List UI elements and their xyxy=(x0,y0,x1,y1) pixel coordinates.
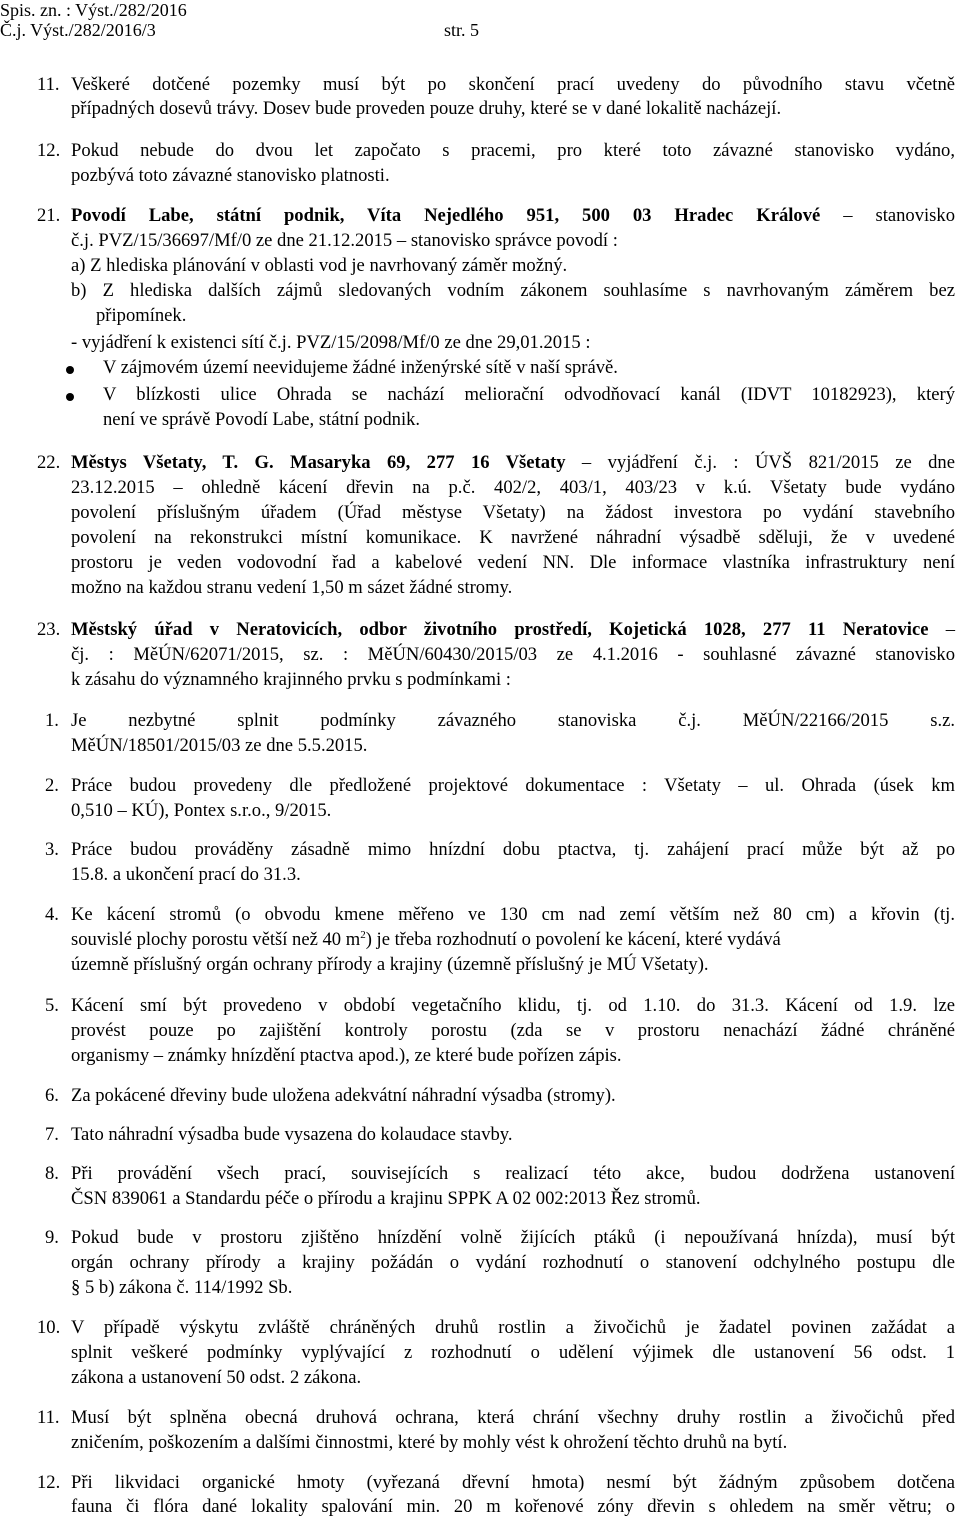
item-number: 22. xyxy=(37,452,61,473)
item-21-statement: - vyjádření k existenci sítí č.j. PVZ/15/2098/Mf/0 ze dne 29,01.2015 : xyxy=(71,332,591,353)
authority-name: Městys Všetaty, T. G. Masaryka 69, 277 16 Všetaty xyxy=(71,452,566,473)
bullet-icon xyxy=(66,393,74,401)
bullet-icon xyxy=(66,366,74,374)
condition-9-line-1: Pokud bude v prostoru zjištěno hnízdění volně žijících ptáků (i nepoužívaná hnízda), musí být xyxy=(71,1227,955,1248)
condition-9-line-2: orgán ochrany přírody a krajiny požádán o vydání rozhodnutí o stanovení odchylného postupu dle xyxy=(71,1252,955,1273)
condition-6-line-1: Za pokácené dřeviny bude uložena adekvátní náhradní výsadba (stromy). xyxy=(71,1085,616,1106)
condition-2-line-2: 0,510 – KÚ), Pontex s.r.o., 9/2015. xyxy=(71,800,332,821)
item-12-line-1: Pokud nebude do dvou let započato s pracemi, pro které toto závazné stanovisko vydáno, xyxy=(71,140,955,161)
condition-10-line-2: splnit veškeré podmínky vyplývající z rozhodnutí o udělení výjimek dle ustanovení 56 odst. 1 xyxy=(71,1342,955,1363)
condition-9-line-3: § 5 b) zákona č. 114/1992 Sb. xyxy=(71,1277,293,1298)
condition-1-line-1: Je nezbytné splnit podmínky závazného stanoviska č.j. MěÚN/22166/2015 s.z. xyxy=(71,710,955,731)
item-22-line-1: Městys Všetaty, T. G. Masaryka 69, 277 16 Všetaty – vyjádření č.j. : ÚVŠ 821/2015 ze dne xyxy=(71,452,955,473)
authority-name: Městský úřad v Neratovicích, odbor životního prostředí, Kojetická 1028, 277 11 Neratovice xyxy=(71,619,929,640)
condition-number: 2. xyxy=(45,775,59,796)
condition-number: 8. xyxy=(45,1163,59,1184)
condition-3-line-1: Práce budou prováděny zásadně mimo hnízdní dobu ptactva, tj. zahájení prací může být až po xyxy=(71,839,955,860)
item-12-line-2: pozbývá toto závazné stanovisko platnosti. xyxy=(71,165,390,186)
item-21-point-a: a) Z hlediska plánování v oblasti vod je navrhovaný záměr možný. xyxy=(71,255,568,276)
authority-name: Povodí Labe, státní podnik, Víta Nejedlého 951, 500 03 Hradec Králové xyxy=(71,205,821,226)
condition-10-line-3: zákona a ustanovení 50 odst. 2 zákona. xyxy=(71,1367,362,1388)
item-22-line-6: možno na každou stranu vedení 1,50 m sázet žádné stromy. xyxy=(71,577,513,598)
condition-number: 6. xyxy=(45,1085,59,1106)
condition-2-line-1: Práce budou provedeny dle předložené projektové dokumentace : Všetaty – ul. Ohrada (úsek km xyxy=(71,775,955,796)
condition-number: 1. xyxy=(45,710,59,731)
item-number: 23. xyxy=(37,619,61,640)
page-number: str. 5 xyxy=(444,20,480,40)
condition-1-line-2: MěÚN/18501/2015/03 ze dne 5.5.2015. xyxy=(71,735,368,756)
item-22-line-2: 23.12.2015 – ohledně kácení dřevin na p.č. 402/2, 403/1, 403/23 v k.ú. Všetaty bude vydáno xyxy=(71,477,955,498)
item-22-line-4: povolení na rekonstrukci místní komunikace. K navržené náhradní výsadbě sděluji, že v uvedené xyxy=(71,527,955,548)
condition-7-line-1: Tato náhradní výsadba bude vysazena do kolaudace stavby. xyxy=(71,1124,513,1145)
condition-number: 12. xyxy=(37,1472,61,1493)
item-11-line-1: Veškeré dotčené pozemky musí být po skončení prací uvedeny do původního stavu včetně xyxy=(71,74,955,95)
condition-5-line-3: organismy – známky hnízdění ptactva apod.), ze které bude pořízen zápis. xyxy=(71,1045,622,1066)
condition-5-line-2: provést pouze po zajištění kontroly porostu (zda se v prostoru nenachází žádné chráněné xyxy=(71,1020,955,1041)
condition-number: 10. xyxy=(37,1317,61,1338)
condition-5-line-1: Kácení smí být provedeno v období vegetačního klidu, tj. od 1.10. do 31.3. Kácení od 1.9. lze xyxy=(71,995,955,1016)
condition-12-line-1: Při likvidaci organické hmoty (vyřezaná dřevní hmota) nesmí být žádným způsobem dotčena xyxy=(71,1472,955,1493)
item-11-line-2: případných dosevů trávy. Dosev bude proveden pouze druhy, které se v dané lokalitě nacházejí. xyxy=(71,98,782,119)
item-23-line-2: čj. : MěÚN/62071/2015, sz. : MěÚN/60430/2015/03 ze 4.1.2016 - souhlasné závazné stanovisko xyxy=(71,644,955,665)
condition-4-line-3: územně příslušný orgán ochrany přírody a krajiny (územně příslušný je MÚ Všetaty). xyxy=(71,954,709,975)
document-reference: Č.j. Výst./282/2016/3 xyxy=(0,20,156,40)
condition-number: 9. xyxy=(45,1227,59,1248)
condition-4-line-2: souvislé plochy porostu větší než 40 $m^2$) je třeba rozhodnutí o povolení ke kácení, které vydává xyxy=(71,928,781,950)
condition-11-line-2: zničením, poškozením a dalšími činnostmi, které by mohly vést k ohrožení těchto druhů na bytí. xyxy=(71,1432,788,1453)
item-number: 11. xyxy=(37,74,60,95)
condition-number: 4. xyxy=(45,904,59,925)
condition-8-line-2: ČSN 839061 a Standardu péče o přírodu a krajinu SPPK A 02 002:2013 Řez stromů. xyxy=(71,1188,701,1209)
item-21-bullet-2-line-1: V blízkosti ulice Ohrada se nachází meliorační odvodňovací kanál (IDVT 10182923), který xyxy=(103,384,955,405)
condition-10-line-1: V případě výskytu zvláště chráněných druhů rostlin a živočichů je žadatel povinen zažádat a xyxy=(71,1317,955,1338)
condition-number: 3. xyxy=(45,839,59,860)
condition-3-line-2: 15.8. a ukončení prací do 31.3. xyxy=(71,864,301,885)
condition-number: 5. xyxy=(45,995,59,1016)
condition-8-line-1: Při provádění všech prací, souvisejících s realizací této akce, budou dodržena ustanovení xyxy=(71,1163,955,1184)
file-reference: Spis. zn. : Výst./282/2016 xyxy=(0,0,187,20)
item-23-line-1: Městský úřad v Neratovicích, odbor životního prostředí, Kojetická 1028, 277 11 Neratovice – xyxy=(71,619,955,640)
item-21-bullet-1: V zájmovém území neevidujeme žádné inženýrské sítě v naší správě. xyxy=(103,357,618,378)
item-21-point-b-line-2: připomínek. xyxy=(96,305,187,326)
item-21-bullet-2-line-2: není ve správě Povodí Labe, státní podnik. xyxy=(103,409,421,430)
condition-11-line-1: Musí být splněna obecná druhová ochrana, která chrání všechny druhy rostlin a živočichů před xyxy=(71,1407,955,1428)
item-21-line-1: Povodí Labe, státní podnik, Víta Nejedlého 951, 500 03 Hradec Králové – stanovisko xyxy=(71,205,955,226)
item-23-line-3: k zásahu do významného krajinného prvku s podmínkami : xyxy=(71,669,511,690)
item-number: 21. xyxy=(37,205,61,226)
condition-12-line-2: fauna či flóra dané lokality spalování min. 20 m kořenové zóny dřevin s ohledem na směr větru; o xyxy=(71,1496,955,1517)
condition-number: 11. xyxy=(37,1407,60,1428)
condition-number: 7. xyxy=(45,1124,59,1145)
item-21-line-2: č.j. PVZ/15/36697/Mf/0 ze dne 21.12.2015 – stanovisko správce povodí : xyxy=(71,230,618,251)
item-21-point-b-line-1: b) Z hlediska dalších zájmů sledovaných vodním zákonem souhlasíme s navrhovaným záměrem bez xyxy=(71,280,955,301)
item-22-line-3: povolení příslušným úřadem (Úřad městyse Všetaty) na žádost investora po vydání stavebního xyxy=(71,502,955,523)
item-22-line-5: prostoru je veden vodovodní řad a kabelové vedení NN. Dle informace vlastníka infrastruktury není xyxy=(71,552,955,573)
item-number: 12. xyxy=(37,140,61,161)
condition-4-line-1: Ke kácení stromů (o obvodu kmene měřeno ve 130 cm nad zemí větším než 80 cm) a křovin (tj. xyxy=(71,904,955,925)
